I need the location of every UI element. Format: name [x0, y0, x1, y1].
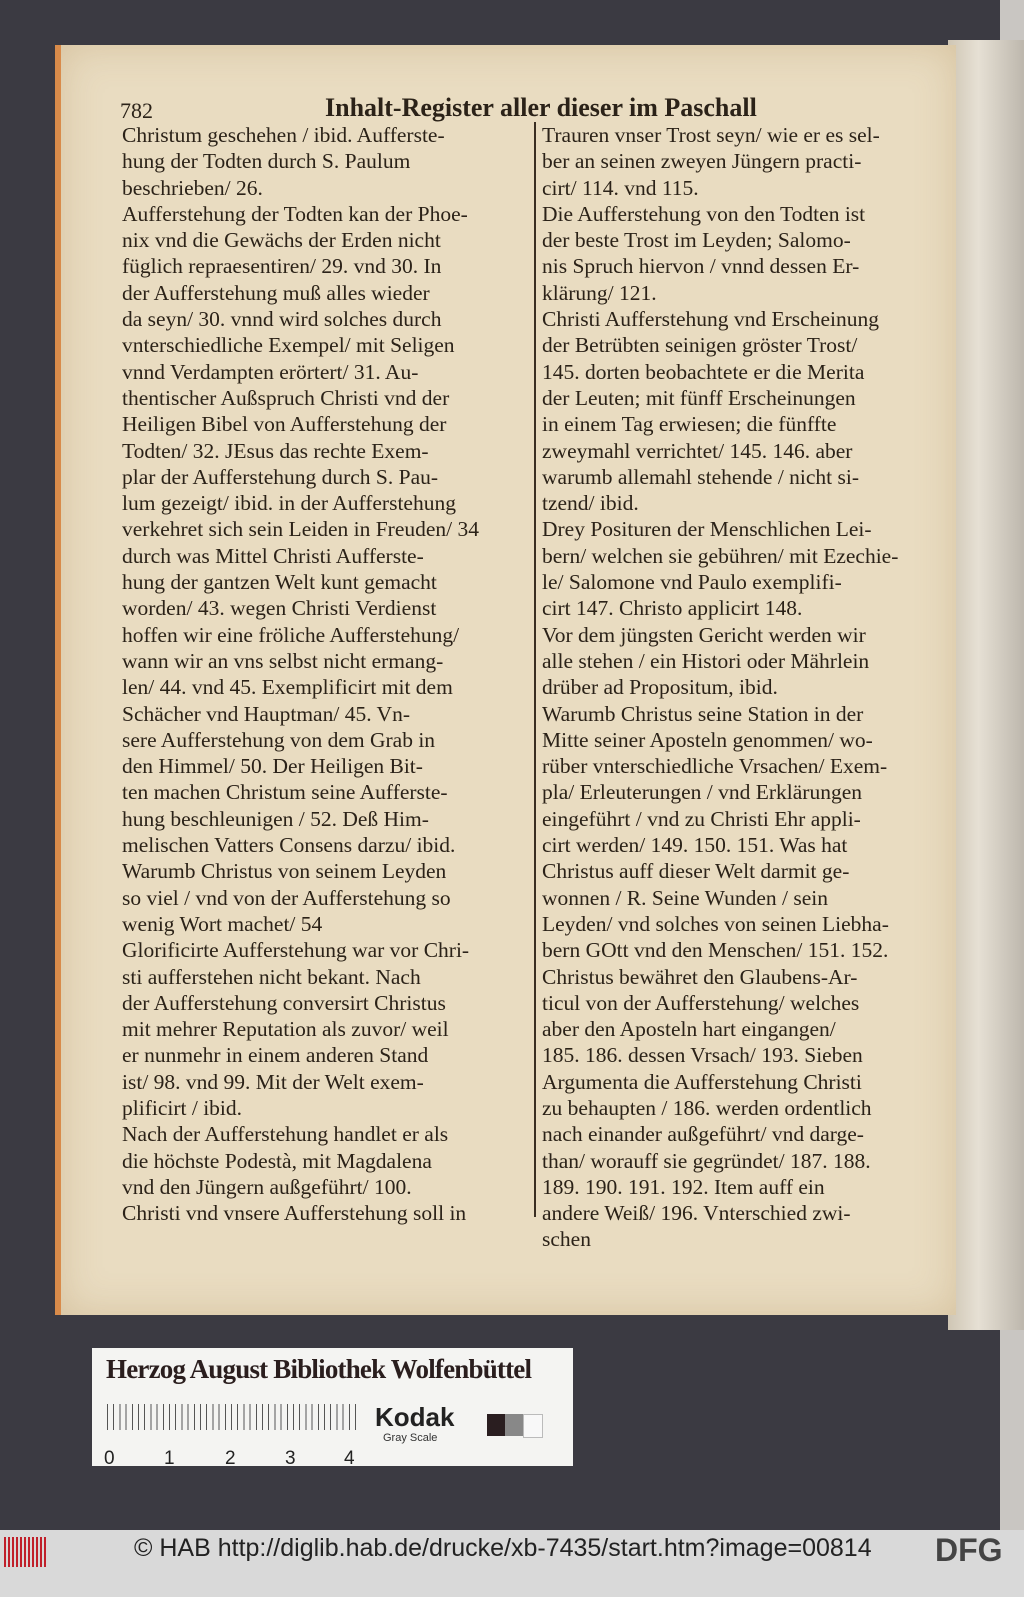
text-line: Nach der Aufferstehung handlet er als — [122, 1122, 449, 1147]
text-line: zweymahl verrichtet/ 145. 146. aber — [542, 438, 853, 463]
footer-bar — [0, 1530, 1024, 1597]
text-line: Christi vnd vnsere Aufferstehung soll in — [122, 1201, 467, 1226]
text-line: sere Aufferstehung von dem Grab in — [122, 727, 436, 752]
text-line: Glorificirte Aufferstehung war vor Chri- — [122, 938, 470, 963]
text-line: schen — [542, 1227, 591, 1252]
running-header: Inhalt-Register aller dieser im Paschall — [325, 93, 757, 122]
text-line: eingeführt / vnd zu Christi Ehr appli- — [542, 806, 861, 831]
text-line: vnterschiedliche Exempel/ mit Seligen — [122, 333, 455, 358]
text-line: füglich repraesentiren/ 29. vnd 30. In — [122, 254, 442, 279]
card-title: Herzog August Bibliothek Wolfenbüttel — [106, 1354, 532, 1384]
text-line: Christus bewähret den Glaubens-Ar- — [542, 964, 858, 989]
text-line: worden/ 43. wegen Christi Verdienst — [122, 596, 437, 621]
text-line: 185. 186. dessen Vrsach/ 193. Sieben — [542, 1043, 863, 1068]
dfg-logo: DFG — [935, 1532, 1003, 1568]
text-line: zu behaupten / 186. werden ordentlich — [542, 1095, 872, 1120]
text-line: wenig Wort machet/ 54 — [122, 911, 323, 936]
text-line: hung der Todten durch S. Paulum — [122, 149, 411, 174]
text-line: Trauren vnser Trost seyn/ wie er es sel- — [542, 123, 880, 147]
text-line: andere Weiß/ 196. Vnterschied zwi- — [542, 1201, 851, 1226]
text-line: der Betrübten seinigen gröster Trost/ — [542, 333, 858, 358]
text-line: bern GOtt vnd den Menschen/ 151. 152. — [542, 938, 889, 963]
text-line: wann wir an vns selbst nicht ermang- — [122, 648, 444, 673]
gray-swatch-mid — [505, 1414, 523, 1436]
text-line: Argumenta die Aufferstehung Christi — [542, 1069, 862, 1094]
kodak-logo: Kodak — [375, 1402, 455, 1432]
text-line: nach einander außgeführt/ vnd darge- — [542, 1122, 864, 1147]
text-line: der Aufferstehung conversirt Christus — [122, 990, 446, 1015]
text-line: warumb allemahl stehende / nicht si- — [542, 464, 860, 489]
text-line: le/ Salomone vnd Paulo exemplifi- — [542, 570, 842, 595]
left-column — [122, 122, 479, 1226]
text-line: bern/ welchen sie gebühren/ mit Ezechie- — [542, 543, 899, 568]
text-line: Christum geschehen / ibid. Aufferste- — [122, 123, 445, 147]
text-line: len/ 44. vnd 45. Exemplificirt mit dem — [122, 675, 453, 700]
text-line: cirt 147. Christo applicirt 148. — [542, 596, 803, 621]
ruler-tick-label: 2 — [225, 1448, 236, 1469]
text-line: cirt/ 114. vnd 115. — [542, 175, 699, 200]
text-line: der Aufferstehung muß alles wieder — [122, 280, 430, 305]
text-line: Leyden/ vnd solches von seinen Liebha- — [542, 911, 889, 936]
text-line: er nunmehr in einem anderen Stand — [122, 1043, 429, 1068]
gray-swatch-dark — [487, 1414, 505, 1436]
text-line: sti aufferstehen nicht bekant. Nach — [122, 964, 421, 989]
text-line: der beste Trost im Leyden; Salomo- — [542, 228, 851, 253]
right-column — [542, 122, 898, 1253]
column-divider — [534, 122, 536, 1217]
text-line: ber an seinen zweyen Jüngern practi- — [542, 149, 862, 174]
text-line: Warumb Christus von seinem Leyden — [122, 859, 447, 884]
text-line: 145. dorten beobachtete er die Merita — [542, 359, 865, 384]
text-line: Vor dem jüngsten Gericht werden wir — [542, 622, 866, 647]
text-line: Todten/ 32. JEsus das rechte Exem- — [122, 438, 429, 463]
text-line: ist/ 98. vnd 99. Mit der Welt exem- — [122, 1069, 424, 1094]
text-line: Warumb Christus seine Station in der — [542, 701, 864, 726]
ruler-scale — [107, 1404, 357, 1430]
text-line: aber den Aposteln hart eingangen/ — [542, 1017, 836, 1042]
text-line: lum gezeigt/ ibid. in der Aufferstehung — [122, 491, 456, 516]
text-line: plificirt / ibid. — [122, 1095, 243, 1120]
text-line: plar der Aufferstehung durch S. Pau- — [122, 464, 439, 489]
hab-logo-icon — [4, 1537, 48, 1567]
gray-swatch-light — [523, 1414, 543, 1438]
ruler-tick-label: 4 — [344, 1448, 355, 1469]
text-line: tzend/ ibid. — [542, 491, 639, 516]
next-page-edge — [948, 40, 1024, 1330]
text-line: than/ worauff sie gegründet/ 187. 188. — [542, 1148, 871, 1173]
text-line: in einem Tag erwiesen; die fünffte — [542, 412, 837, 437]
text-line: ticul von der Aufferstehung/ welches — [542, 990, 860, 1015]
text-line: hoffen wir eine frӧliche Aufferstehung/ — [122, 622, 460, 647]
text-line: vnnd Verdampten erörtert/ 31. Au- — [122, 359, 419, 384]
text-line: hung der gantzen Welt kunt gemacht — [122, 570, 437, 595]
ruler-tick-label: 3 — [285, 1448, 296, 1469]
text-line: hung beschleunigen / 52. Deß Him- — [122, 806, 429, 831]
ruler-tick-label: 1 — [164, 1448, 175, 1469]
library-color-card — [92, 1348, 573, 1469]
text-line: drüber ad Propositum, ibid. — [542, 675, 778, 700]
text-line: beschrieben/ 26. — [122, 175, 263, 200]
text-line: nis Spruch hiervon / vnnd dessen Er- — [542, 254, 860, 279]
text-line: verkehret sich sein Leiden in Freuden/ 34 — [122, 517, 480, 542]
text-line: Die Aufferstehung von den Todten ist — [542, 201, 866, 226]
text-line: pla/ Erleuterungen / vnd Erklärungen — [542, 780, 863, 805]
text-line: Aufferstehung der Todten kan der Phoe- — [122, 201, 468, 226]
text-line: Drey Posituren der Menschlichen Lei- — [542, 517, 872, 542]
text-line: durch was Mittel Christi Aufferste- — [122, 543, 424, 568]
text-line: Schächer vnd Hauptman/ 45. Vn- — [122, 701, 410, 726]
text-line: nix vnd die Gewächs der Erden nicht — [122, 228, 441, 253]
text-line: rüber vnterschiedliche Vrsachen/ Exem- — [542, 754, 888, 779]
text-line: die höchste Podestà, mit Magdalena — [122, 1148, 432, 1173]
text-line: thentischer Außspruch Christi vnd der — [122, 385, 450, 410]
page-number: 782 — [120, 98, 153, 123]
text-line: ten machen Christum seine Aufferste- — [122, 780, 448, 805]
text-line: alle stehen / ein Histori oder Mährlein — [542, 648, 870, 673]
ruler-tick-label: 0 — [104, 1448, 115, 1469]
text-line: cirt werden/ 149. 150. 151. Was hat — [542, 833, 848, 858]
text-line: so viel / vnd von der Aufferstehung so — [122, 885, 451, 910]
gray-scale-label: Gray Scale — [383, 1432, 438, 1444]
text-line: da seyn/ 30. vnnd wird solches durch — [122, 307, 442, 332]
text-line: wonnen / R. Seine Wunden / sein — [542, 885, 828, 910]
text-line: den Himmel/ 50. Der Heiligen Bit- — [122, 754, 423, 779]
text-line: 189. 190. 191. 192. Item auff ein — [542, 1174, 825, 1199]
text-line: melischen Vatters Consens darzu/ ibid. — [122, 833, 456, 858]
text-line: Heiligen Bibel von Aufferstehung der — [122, 412, 447, 437]
text-line: vnd den Jüngern außgeführt/ 100. — [122, 1174, 412, 1199]
text-line: Christi Aufferstehung vnd Erscheinung — [542, 307, 879, 332]
text-line: der Leuten; mit fünff Erscheinungen — [542, 385, 856, 410]
text-line: klärung/ 121. — [542, 280, 657, 305]
text-line: Mitte seiner Aposteln genommen/ wo- — [542, 727, 873, 752]
text-line: mit mehrer Reputation als zuvor/ weil — [122, 1017, 449, 1042]
copyright-link[interactable]: © HAB http://diglib.hab.de/drucke/xb-7435/start.htm?image=00814 — [134, 1534, 872, 1562]
text-line: Christus auff dieser Welt darmit ge- — [542, 859, 850, 884]
